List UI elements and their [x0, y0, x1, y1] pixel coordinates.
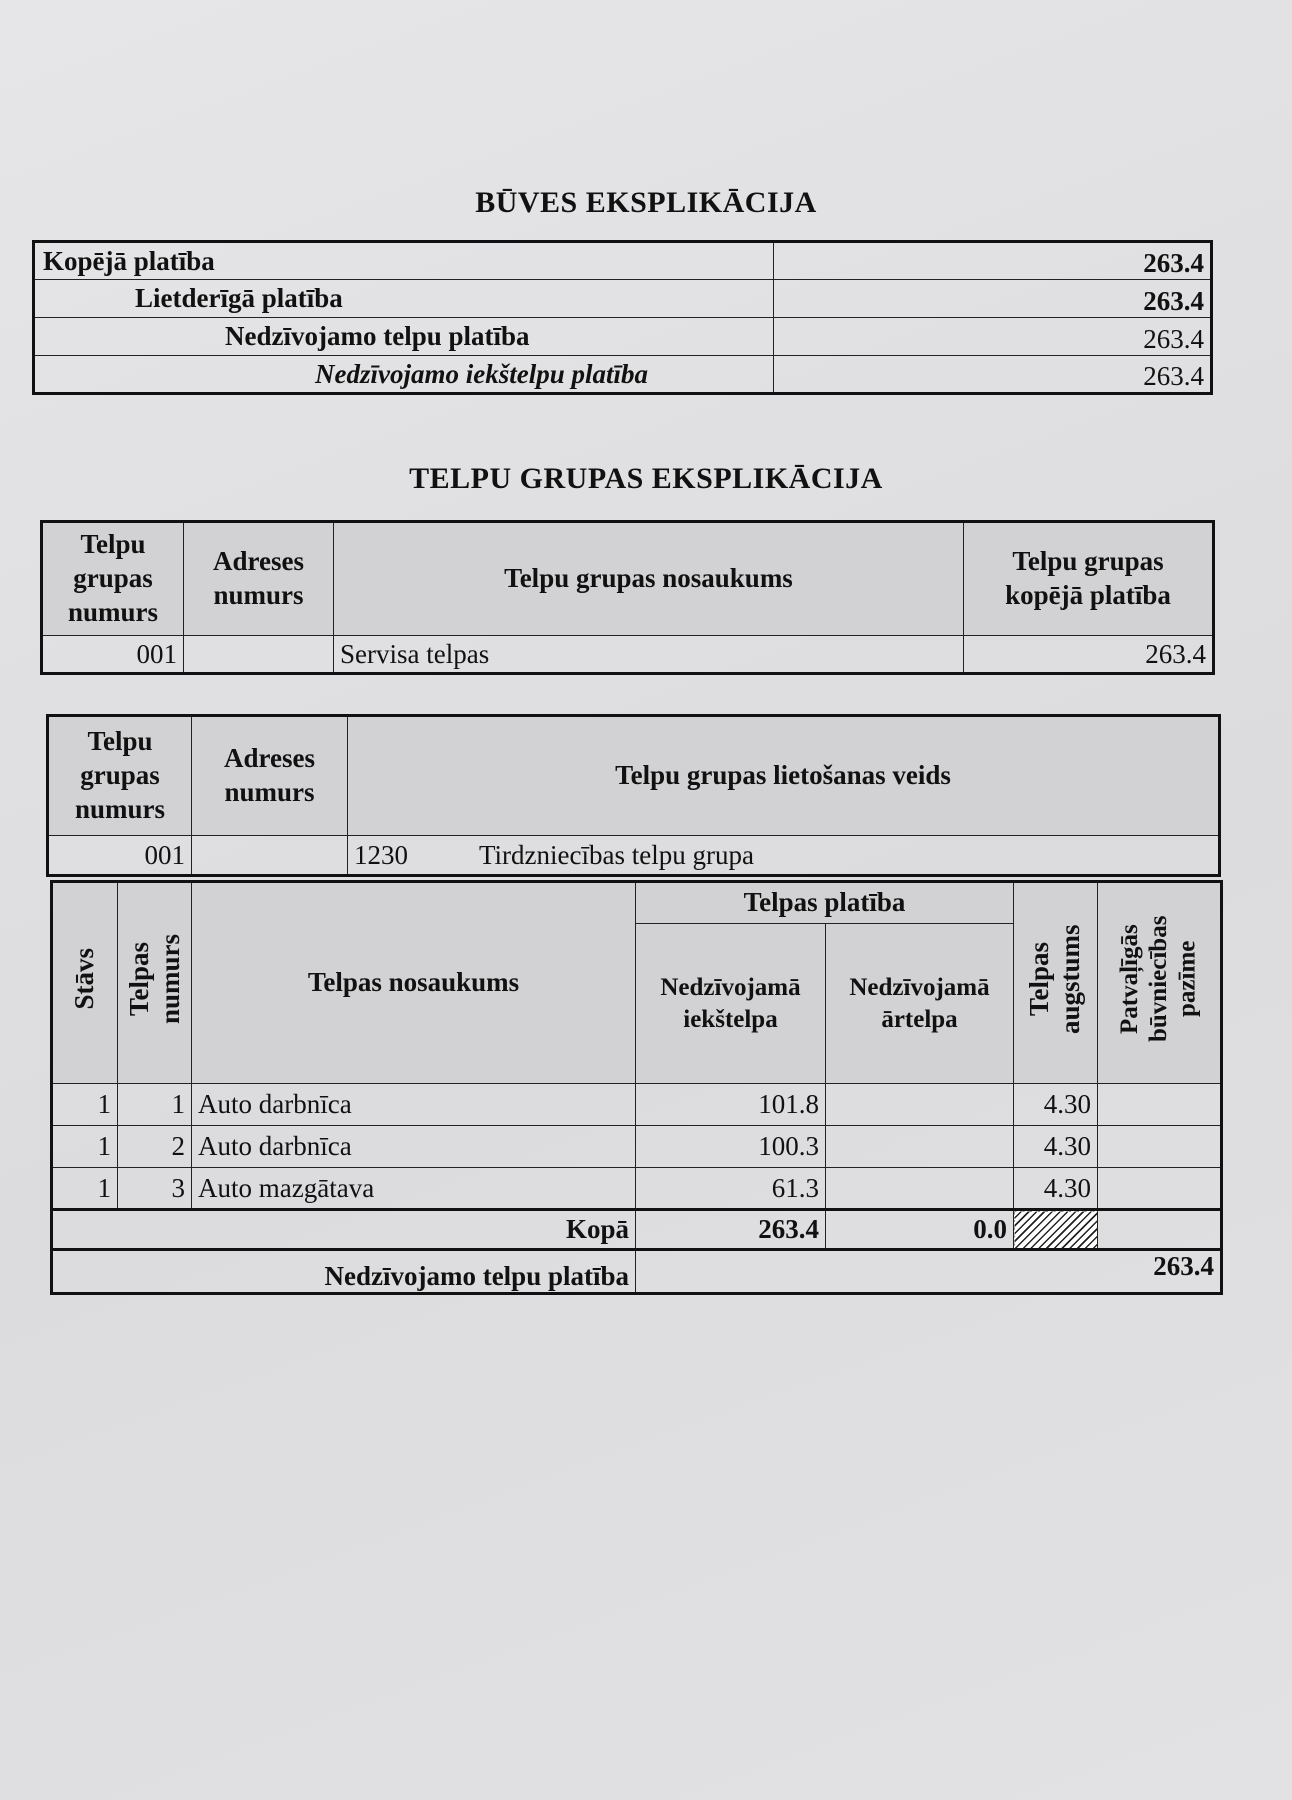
buves-title: BŪVES EKSPLIKĀCIJA — [475, 186, 817, 219]
header-telpas-nosaukums: Telpas nosaukums — [192, 882, 636, 1084]
header-grupas-nosaukums: Telpu grupas nosaukums — [334, 522, 964, 636]
buves-label-iekstelpu: Nedzīvojamo iekštelpu platība — [34, 356, 774, 394]
group-kopeja-platiba: 263.4 — [964, 636, 1214, 674]
header-grupas-numurs-2: Telpu grupas numurs — [48, 716, 192, 836]
row-stavs: 1 — [52, 1084, 118, 1126]
buves-value-iekstelpu: 263.4 — [774, 356, 1212, 394]
kopa-empty-cell — [1098, 1210, 1222, 1250]
group-adreses-numurs-2 — [192, 836, 348, 876]
row-stavs: 1 — [52, 1168, 118, 1210]
table-row — [52, 1126, 1222, 1168]
row-augstums: 4.30 — [1014, 1084, 1098, 1126]
row-iekstelpa: 101.8 — [636, 1084, 826, 1126]
buves-label-kopeja: Kopējā platība — [34, 242, 774, 280]
row-pazime — [1098, 1168, 1222, 1210]
row-augstums: 4.30 — [1014, 1126, 1098, 1168]
total-value: 263.4 — [636, 1250, 1222, 1294]
buves-label-lietderiga: Lietderīgā platība — [34, 280, 774, 318]
row-stavs: 1 — [52, 1126, 118, 1168]
header-patvaligas-pazime: Patvaļīgās būvniecības pazīme — [1098, 882, 1222, 1084]
lietosanas-veids-table — [46, 714, 1221, 877]
group-numurs-2: 001 — [48, 836, 192, 876]
buves-value-nedzivojamo: 263.4 — [774, 318, 1212, 356]
row-numurs: 2 — [118, 1126, 192, 1168]
kopa-row — [52, 1210, 1222, 1250]
kopa-artelpa: 0.0 — [826, 1210, 1014, 1250]
total-row — [52, 1250, 1222, 1294]
row-pazime — [1098, 1126, 1222, 1168]
row-iekstelpa: 100.3 — [636, 1126, 826, 1168]
header-stavs: Stāvs — [52, 882, 118, 1084]
telpu-grupas-table — [40, 520, 1215, 675]
header-grupas-numurs: Telpu grupas numurs — [42, 522, 184, 636]
veida-nosaukums: Tirdzniecības telpu grupa — [479, 839, 754, 870]
row-artelpa — [826, 1084, 1014, 1126]
header-artelpa: Nedzīvojamā ārtelpa — [826, 924, 1014, 1084]
buves-table — [32, 240, 1213, 395]
buves-label-nedzivojamo: Nedzīvojamo telpu platība — [34, 318, 774, 356]
row-numurs: 1 — [118, 1084, 192, 1126]
total-label: Nedzīvojamo telpu platība — [52, 1250, 636, 1294]
table-row — [52, 1168, 1222, 1210]
group-nosaukums: Servisa telpas — [334, 636, 964, 674]
header-telpas-augstums: Telpas augstums — [1014, 882, 1098, 1084]
buves-value-lietderiga: 263.4 — [774, 280, 1212, 318]
header-kopeja-platiba: Telpu grupas kopējā platība — [964, 522, 1214, 636]
row-iekstelpa: 61.3 — [636, 1168, 826, 1210]
header-iekstelpa: Nedzīvojamā iekštelpa — [636, 924, 826, 1084]
header-telpas-numurs: Telpas numurs — [118, 882, 192, 1084]
header-lietosanas-veids: Telpu grupas lietošanas veids — [348, 716, 1220, 836]
telpas-table — [50, 880, 1223, 1295]
header-adreses-numurs-2: Adreses numurs — [192, 716, 348, 836]
header-telpas-platiba: Telpas platība — [636, 882, 1014, 924]
row-nosaukums: Auto mazgātava — [192, 1168, 636, 1210]
group-numurs: 001 — [42, 636, 184, 674]
row-pazime — [1098, 1084, 1222, 1126]
buves-value-kopeja: 263.4 — [774, 242, 1212, 280]
kopa-label: Kopā — [52, 1210, 636, 1250]
row-nosaukums: Auto darbnīca — [192, 1126, 636, 1168]
group-adreses-numurs — [184, 636, 334, 674]
header-adreses-numurs: Adreses numurs — [184, 522, 334, 636]
row-artelpa — [826, 1168, 1014, 1210]
row-artelpa — [826, 1126, 1014, 1168]
row-augstums: 4.30 — [1014, 1168, 1098, 1210]
row-nosaukums: Auto darbnīca — [192, 1084, 636, 1126]
group-lietosanas-veids — [348, 836, 1220, 876]
veida-kods: 1230 — [354, 839, 408, 870]
kopa-hatched-cell — [1014, 1210, 1098, 1250]
table-row — [52, 1084, 1222, 1126]
kopa-iekstelpa: 263.4 — [636, 1210, 826, 1250]
telpu-grupas-title: TELPU GRUPAS EKSPLIKĀCIJA — [409, 462, 883, 495]
row-numurs: 3 — [118, 1168, 192, 1210]
